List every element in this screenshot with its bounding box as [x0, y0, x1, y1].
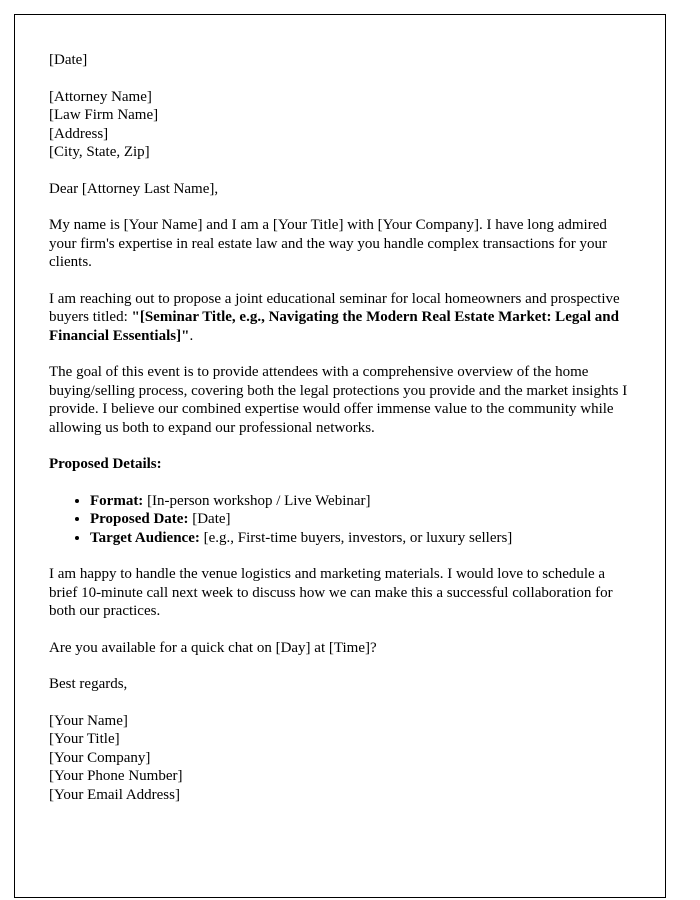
closing: Best regards, — [49, 676, 128, 692]
bullet-label-audience: Target Audience: — [90, 529, 200, 546]
bullet-text-format: [In-person workshop / Live Webinar] — [143, 492, 371, 509]
seminar-title: "[Seminar Title, e.g., Navigating the Modern Real Estate Market: Legal and Financial Essentials]" — [49, 309, 619, 344]
recipient-line-address: [Address] — [49, 125, 109, 142]
bullet-text-audience: [e.g., First-time buyers, investors, or luxury sellers] — [199, 529, 513, 546]
date-line: [Date] — [49, 52, 88, 68]
paragraph-intro: My name is [Your Name] and I am a [Your Title] with [Your Company]. I have long admired your firm's expertise in real estate law and the way you handle complex transactions for your clients. — [49, 217, 607, 270]
recipient-line-firm: [Law Firm Name] — [49, 107, 159, 123]
recipient-line-name: [Attorney Name] — [49, 88, 152, 105]
paragraph-proposal — [49, 290, 631, 346]
signature-line-name: [Your Name] — [49, 712, 128, 729]
signature-line-company: [Your Company] — [49, 749, 151, 766]
details-list — [49, 492, 631, 548]
bullet-text-date: [Date] — [188, 511, 231, 527]
bullet-label-date: Proposed Date: — [90, 511, 189, 527]
details-heading: Proposed Details: — [49, 456, 162, 472]
salutation: Dear [Attorney Last Name], — [49, 180, 219, 197]
paragraph-logistics: I am happy to handle the venue logistics and marketing materials. I would love to schedule a brief 10-minute call next week to discuss how we can make this a successful collaboration for both our practices. — [49, 566, 613, 619]
signature-line-phone: [Your Phone Number] — [49, 768, 183, 784]
list-item-audience — [90, 529, 631, 548]
recipient-line-city: [City, State, Zip] — [49, 144, 150, 160]
list-item-format — [90, 492, 631, 511]
proposal-text-pre: I am reaching out to propose a joint educational seminar for local homeowners and prospective buyers titled: — [49, 290, 620, 325]
paragraph-availability: Are you available for a quick chat on [Day] at [Time]? — [49, 639, 377, 656]
signature-line-title: [Your Title] — [49, 731, 120, 747]
proposal-text-post: . — [189, 327, 194, 344]
list-item-date — [90, 510, 631, 529]
paragraph-goal: The goal of this event is to provide attendees with a comprehensive overview of the home buying/selling process, covering both the legal protections you provide and the market insights I provide. I believe our combined expertise would offer immense value to the community while allowing us both to expand our professional networks. — [49, 364, 628, 436]
signature-block — [49, 712, 631, 805]
bullet-label-format: Format: — [90, 492, 144, 509]
letter-page — [14, 14, 666, 898]
recipient-block — [49, 88, 631, 162]
signature-line-email: [Your Email Address] — [49, 786, 180, 803]
